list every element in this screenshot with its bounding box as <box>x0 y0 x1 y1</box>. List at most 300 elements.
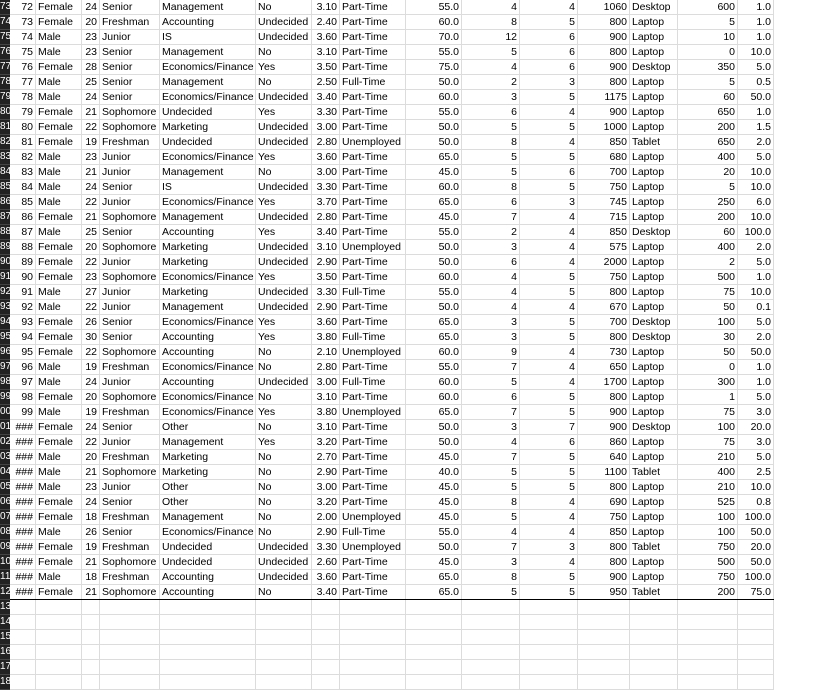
cell[interactable]: Accounting <box>160 585 256 600</box>
cell[interactable]: Part-Time <box>340 315 406 330</box>
cell[interactable] <box>578 645 630 660</box>
cell[interactable] <box>578 600 630 615</box>
cell[interactable]: 65.0 <box>406 150 462 165</box>
cell[interactable]: 22 <box>82 300 100 315</box>
cell[interactable]: 8 <box>462 135 520 150</box>
cell[interactable]: Undecided <box>256 555 312 570</box>
cell[interactable]: Laptop <box>630 285 678 300</box>
row-header[interactable]: 84 <box>0 165 10 180</box>
cell[interactable] <box>630 630 678 645</box>
cell[interactable]: 200 <box>678 120 738 135</box>
cell[interactable]: 65.0 <box>406 315 462 330</box>
cell[interactable]: Part-Time <box>340 165 406 180</box>
cell[interactable]: Junior <box>100 480 160 495</box>
cell[interactable]: Laptop <box>630 75 678 90</box>
row-header[interactable]: 77 <box>0 60 10 75</box>
cell[interactable]: 3.40 <box>312 585 340 600</box>
cell[interactable]: 2.0 <box>738 135 774 150</box>
cell[interactable]: 3 <box>462 555 520 570</box>
cell[interactable]: 10.0 <box>738 180 774 195</box>
cell[interactable]: Laptop <box>630 510 678 525</box>
cell[interactable]: 670 <box>578 300 630 315</box>
cell[interactable]: 2.10 <box>312 345 340 360</box>
cell[interactable]: Male <box>36 45 82 60</box>
cell[interactable]: 81 <box>10 135 36 150</box>
cell[interactable]: 3.0 <box>738 435 774 450</box>
cell[interactable]: 350 <box>678 60 738 75</box>
cell[interactable]: Freshman <box>100 135 160 150</box>
cell[interactable] <box>738 645 774 660</box>
cell[interactable]: 300 <box>678 375 738 390</box>
cell[interactable]: 5 <box>462 465 520 480</box>
cell[interactable]: 575 <box>578 240 630 255</box>
cell[interactable]: 10.0 <box>738 165 774 180</box>
row-header[interactable]: 90 <box>0 255 10 270</box>
cell[interactable]: 60 <box>678 225 738 240</box>
cell[interactable] <box>520 645 578 660</box>
cell[interactable]: 99 <box>10 405 36 420</box>
cell[interactable]: 800 <box>578 75 630 90</box>
cell[interactable] <box>10 645 36 660</box>
cell[interactable]: 95 <box>10 345 36 360</box>
cell[interactable]: 640 <box>578 450 630 465</box>
cell[interactable] <box>100 645 160 660</box>
cell[interactable] <box>520 600 578 615</box>
cell[interactable]: Senior <box>100 90 160 105</box>
cell[interactable]: 75.0 <box>738 585 774 600</box>
cell[interactable]: IS <box>160 180 256 195</box>
cell[interactable] <box>340 600 406 615</box>
cell[interactable]: Sophomore <box>100 465 160 480</box>
cell[interactable]: Economics/Finance <box>160 390 256 405</box>
cell[interactable] <box>100 615 160 630</box>
cell[interactable]: Male <box>36 180 82 195</box>
cell[interactable]: 1.0 <box>738 105 774 120</box>
cell[interactable] <box>406 675 462 690</box>
cell[interactable]: 2.0 <box>738 330 774 345</box>
cell[interactable]: 4 <box>520 210 578 225</box>
cell[interactable]: 3.0 <box>738 405 774 420</box>
row-header[interactable]: 18 <box>0 675 10 690</box>
cell[interactable]: Part-Time <box>340 210 406 225</box>
row-header[interactable]: 97 <box>0 360 10 375</box>
cell[interactable]: 19 <box>82 135 100 150</box>
cell[interactable]: 2 <box>462 225 520 240</box>
cell[interactable]: 3.60 <box>312 30 340 45</box>
cell[interactable]: Part-Time <box>340 495 406 510</box>
cell[interactable]: 5 <box>520 120 578 135</box>
cell[interactable] <box>10 660 36 675</box>
cell[interactable] <box>312 600 340 615</box>
cell[interactable]: 5 <box>520 585 578 600</box>
cell[interactable] <box>10 630 36 645</box>
cell[interactable]: 65.0 <box>406 330 462 345</box>
cell[interactable]: Laptop <box>630 105 678 120</box>
row-header[interactable]: 82 <box>0 135 10 150</box>
cell[interactable] <box>462 645 520 660</box>
row-header[interactable]: 75 <box>0 30 10 45</box>
cell[interactable]: 5 <box>462 165 520 180</box>
cell[interactable] <box>578 660 630 675</box>
cell[interactable]: 100.0 <box>738 570 774 585</box>
cell[interactable]: 19 <box>82 360 100 375</box>
cell[interactable]: 900 <box>578 405 630 420</box>
cell[interactable]: 50.0 <box>406 135 462 150</box>
cell[interactable]: No <box>256 495 312 510</box>
cell[interactable]: 82 <box>10 150 36 165</box>
cell[interactable]: 73 <box>10 15 36 30</box>
cell[interactable]: 75 <box>678 405 738 420</box>
cell[interactable]: Full-Time <box>340 330 406 345</box>
cell[interactable]: 21 <box>82 165 100 180</box>
cell[interactable] <box>256 645 312 660</box>
cell[interactable]: Tablet <box>630 135 678 150</box>
cell[interactable]: Desktop <box>630 0 678 15</box>
cell[interactable]: 400 <box>678 465 738 480</box>
cell[interactable]: 0 <box>678 45 738 60</box>
cell[interactable]: 45.0 <box>406 450 462 465</box>
cell[interactable]: Desktop <box>630 60 678 75</box>
cell[interactable]: 94 <box>10 330 36 345</box>
cell[interactable] <box>36 615 82 630</box>
cell[interactable] <box>340 615 406 630</box>
cell[interactable]: 3 <box>520 540 578 555</box>
cell[interactable]: Undecided <box>256 375 312 390</box>
cell[interactable]: 4 <box>462 435 520 450</box>
cell[interactable]: Laptop <box>630 405 678 420</box>
cell[interactable] <box>160 600 256 615</box>
cell[interactable]: 10.0 <box>738 45 774 60</box>
cell[interactable]: Undecided <box>160 555 256 570</box>
cell[interactable]: 50.0 <box>406 240 462 255</box>
cell[interactable]: 19 <box>82 405 100 420</box>
cell[interactable]: 3.80 <box>312 330 340 345</box>
cell[interactable] <box>10 675 36 690</box>
cell[interactable]: 60.0 <box>406 90 462 105</box>
cell[interactable]: Part-Time <box>340 585 406 600</box>
cell[interactable]: 7 <box>462 540 520 555</box>
cell[interactable]: No <box>256 360 312 375</box>
cell[interactable]: 7 <box>520 420 578 435</box>
cell[interactable]: 3.70 <box>312 195 340 210</box>
cell[interactable]: Laptop <box>630 450 678 465</box>
cell[interactable]: 1000 <box>578 120 630 135</box>
cell[interactable]: Undecided <box>256 285 312 300</box>
cell[interactable] <box>678 600 738 615</box>
row-header[interactable]: 76 <box>0 45 10 60</box>
cell[interactable]: 3 <box>520 195 578 210</box>
cell[interactable]: 2.60 <box>312 555 340 570</box>
cell[interactable]: 79 <box>10 105 36 120</box>
cell[interactable]: Management <box>160 300 256 315</box>
cell[interactable]: 88 <box>10 240 36 255</box>
cell[interactable]: Junior <box>100 435 160 450</box>
cell[interactable]: 2.90 <box>312 465 340 480</box>
cell[interactable]: Laptop <box>630 195 678 210</box>
cell[interactable] <box>160 630 256 645</box>
cell[interactable]: No <box>256 390 312 405</box>
cell[interactable]: Part-Time <box>340 270 406 285</box>
cell[interactable]: 20 <box>82 390 100 405</box>
cell[interactable]: Female <box>36 120 82 135</box>
cell[interactable]: 800 <box>578 330 630 345</box>
cell[interactable]: Marketing <box>160 255 256 270</box>
cell[interactable]: 50.0 <box>738 525 774 540</box>
row-header[interactable]: 14 <box>0 615 10 630</box>
row-header[interactable]: 94 <box>0 315 10 330</box>
cell[interactable]: Undecided <box>256 120 312 135</box>
cell[interactable]: ### <box>10 585 36 600</box>
cell[interactable]: Desktop <box>630 420 678 435</box>
cell[interactable] <box>100 660 160 675</box>
cell[interactable]: Laptop <box>630 150 678 165</box>
cell[interactable]: 200 <box>678 210 738 225</box>
cell[interactable]: ### <box>10 480 36 495</box>
cell[interactable]: 2.40 <box>312 15 340 30</box>
cell[interactable]: ### <box>10 420 36 435</box>
row-header[interactable]: 03 <box>0 450 10 465</box>
cell[interactable]: Freshman <box>100 510 160 525</box>
cell[interactable]: Senior <box>100 420 160 435</box>
cell[interactable] <box>678 660 738 675</box>
cell[interactable]: 750 <box>678 570 738 585</box>
cell[interactable]: 5 <box>520 270 578 285</box>
cell[interactable]: 0.5 <box>738 75 774 90</box>
row-header[interactable]: 96 <box>0 345 10 360</box>
cell[interactable]: 3.10 <box>312 240 340 255</box>
cell[interactable]: 6 <box>462 390 520 405</box>
cell[interactable]: Female <box>36 135 82 150</box>
cell[interactable]: Female <box>36 585 82 600</box>
cell[interactable]: Desktop <box>630 225 678 240</box>
cell[interactable]: Female <box>36 60 82 75</box>
cell[interactable]: Senior <box>100 495 160 510</box>
cell[interactable]: 4 <box>520 240 578 255</box>
cell[interactable]: Part-Time <box>340 570 406 585</box>
cell[interactable]: 5.0 <box>738 315 774 330</box>
cell[interactable]: Economics/Finance <box>160 90 256 105</box>
cell[interactable]: 50.0 <box>406 255 462 270</box>
cell[interactable]: 23 <box>82 30 100 45</box>
cell[interactable]: 40.0 <box>406 465 462 480</box>
cell[interactable]: Full-Time <box>340 75 406 90</box>
cell[interactable]: 850 <box>578 525 630 540</box>
cell[interactable] <box>578 615 630 630</box>
cell[interactable]: Junior <box>100 375 160 390</box>
cell[interactable]: IS <box>160 30 256 45</box>
cell[interactable]: Accounting <box>160 345 256 360</box>
cell[interactable]: 5.0 <box>738 60 774 75</box>
cell[interactable]: Undecided <box>256 135 312 150</box>
cell[interactable]: 1.0 <box>738 0 774 15</box>
cell[interactable]: 23 <box>82 480 100 495</box>
row-header[interactable]: 17 <box>0 660 10 675</box>
cell[interactable]: 8 <box>462 180 520 195</box>
cell[interactable]: No <box>256 75 312 90</box>
cell[interactable]: Unemployed <box>340 510 406 525</box>
cell[interactable]: Accounting <box>160 330 256 345</box>
cell[interactable]: Undecided <box>256 180 312 195</box>
cell[interactable]: Laptop <box>630 165 678 180</box>
cell[interactable] <box>738 675 774 690</box>
cell[interactable]: ### <box>10 465 36 480</box>
cell[interactable]: 45.0 <box>406 510 462 525</box>
cell[interactable]: 3.40 <box>312 90 340 105</box>
cell[interactable]: 3.20 <box>312 435 340 450</box>
cell[interactable]: 50.0 <box>406 420 462 435</box>
cell[interactable]: 250 <box>678 195 738 210</box>
cell[interactable]: 72 <box>10 0 36 15</box>
cell[interactable] <box>340 630 406 645</box>
cell[interactable]: Laptop <box>630 15 678 30</box>
cell[interactable] <box>678 630 738 645</box>
cell[interactable]: Female <box>36 345 82 360</box>
cell[interactable]: 750 <box>678 540 738 555</box>
cell[interactable]: 50.0 <box>738 555 774 570</box>
cell[interactable]: Female <box>36 330 82 345</box>
cell[interactable]: Yes <box>256 405 312 420</box>
cell[interactable]: 1.0 <box>738 270 774 285</box>
cell[interactable]: 5 <box>520 15 578 30</box>
cell[interactable]: Marketing <box>160 120 256 135</box>
cell[interactable]: 20 <box>82 15 100 30</box>
cell[interactable]: 76 <box>10 60 36 75</box>
cell[interactable]: 70.0 <box>406 30 462 45</box>
cell[interactable] <box>406 600 462 615</box>
row-header[interactable]: 73 <box>0 0 10 15</box>
cell[interactable]: 50.0 <box>406 300 462 315</box>
cell[interactable]: Marketing <box>160 465 256 480</box>
cell[interactable]: 1.0 <box>738 30 774 45</box>
cell[interactable]: 30 <box>678 330 738 345</box>
cell[interactable]: Accounting <box>160 570 256 585</box>
cell[interactable]: 730 <box>578 345 630 360</box>
cell[interactable]: 750 <box>578 270 630 285</box>
cell[interactable] <box>462 630 520 645</box>
cell[interactable] <box>100 600 160 615</box>
cell[interactable]: Senior <box>100 75 160 90</box>
cell[interactable]: 860 <box>578 435 630 450</box>
cell[interactable]: 91 <box>10 285 36 300</box>
cell[interactable]: 3.50 <box>312 270 340 285</box>
row-header[interactable]: 83 <box>0 150 10 165</box>
cell[interactable]: 800 <box>578 480 630 495</box>
cell[interactable]: Part-Time <box>340 120 406 135</box>
cell[interactable]: Accounting <box>160 225 256 240</box>
cell[interactable]: 26 <box>82 315 100 330</box>
cell[interactable]: Unemployed <box>340 405 406 420</box>
cell[interactable]: Male <box>36 285 82 300</box>
cell[interactable] <box>630 600 678 615</box>
cell[interactable]: 24 <box>82 0 100 15</box>
cell[interactable]: 45.0 <box>406 210 462 225</box>
cell[interactable]: Economics/Finance <box>160 195 256 210</box>
cell[interactable]: 5 <box>520 285 578 300</box>
cell[interactable]: 1 <box>678 390 738 405</box>
cell[interactable]: Female <box>36 510 82 525</box>
cell[interactable]: Freshman <box>100 15 160 30</box>
cell[interactable]: No <box>256 0 312 15</box>
cell[interactable]: Yes <box>256 105 312 120</box>
cell[interactable]: 60.0 <box>406 375 462 390</box>
cell[interactable] <box>36 600 82 615</box>
cell[interactable]: Laptop <box>630 435 678 450</box>
cell[interactable]: 45.0 <box>406 165 462 180</box>
cell[interactable]: Undecided <box>256 540 312 555</box>
cell[interactable]: Part-Time <box>340 180 406 195</box>
cell[interactable]: 10.0 <box>738 210 774 225</box>
cell[interactable]: No <box>256 420 312 435</box>
cell[interactable]: 3 <box>462 330 520 345</box>
cell[interactable]: ### <box>10 510 36 525</box>
cell[interactable]: 100 <box>678 510 738 525</box>
cell[interactable] <box>578 675 630 690</box>
cell[interactable]: Male <box>36 300 82 315</box>
cell[interactable]: 77 <box>10 75 36 90</box>
cell[interactable]: 30 <box>82 330 100 345</box>
cell[interactable]: 5.0 <box>738 450 774 465</box>
row-header[interactable]: 16 <box>0 645 10 660</box>
cell[interactable]: 800 <box>578 45 630 60</box>
cell[interactable]: Undecided <box>256 15 312 30</box>
cell[interactable]: Unemployed <box>340 240 406 255</box>
cell[interactable]: Yes <box>256 330 312 345</box>
cell[interactable]: Female <box>36 540 82 555</box>
cell[interactable]: Economics/Finance <box>160 405 256 420</box>
cell[interactable] <box>82 600 100 615</box>
cell[interactable]: 2.50 <box>312 75 340 90</box>
cell[interactable]: Freshman <box>100 405 160 420</box>
cell[interactable]: 60 <box>678 90 738 105</box>
cell[interactable]: 65.0 <box>406 570 462 585</box>
row-header[interactable]: 89 <box>0 240 10 255</box>
cell[interactable]: Economics/Finance <box>160 360 256 375</box>
cell[interactable]: 50.0 <box>406 435 462 450</box>
cell[interactable] <box>312 660 340 675</box>
cell[interactable]: 89 <box>10 255 36 270</box>
cell[interactable]: 55.0 <box>406 525 462 540</box>
row-header[interactable]: 81 <box>0 120 10 135</box>
cell[interactable]: 65.0 <box>406 585 462 600</box>
row-header[interactable]: 06 <box>0 495 10 510</box>
cell[interactable]: Sophomore <box>100 240 160 255</box>
cell[interactable]: No <box>256 585 312 600</box>
cell[interactable] <box>100 675 160 690</box>
cell[interactable]: 1.5 <box>738 120 774 135</box>
cell[interactable]: Senior <box>100 0 160 15</box>
cell[interactable]: 5 <box>462 480 520 495</box>
cell[interactable]: 7 <box>462 360 520 375</box>
cell[interactable]: 21 <box>82 555 100 570</box>
cell[interactable] <box>312 630 340 645</box>
cell[interactable]: Senior <box>100 525 160 540</box>
cell[interactable]: 28 <box>82 60 100 75</box>
cell[interactable]: 75.0 <box>406 60 462 75</box>
row-header[interactable]: 10 <box>0 555 10 570</box>
row-header[interactable]: 79 <box>0 90 10 105</box>
cell[interactable]: 3.10 <box>312 420 340 435</box>
cell[interactable]: Management <box>160 210 256 225</box>
cell[interactable]: Female <box>36 240 82 255</box>
cell[interactable]: Laptop <box>630 555 678 570</box>
cell[interactable]: 5 <box>462 45 520 60</box>
cell[interactable]: 27 <box>82 285 100 300</box>
cell[interactable]: 60.0 <box>406 180 462 195</box>
row-header[interactable]: 12 <box>0 585 10 600</box>
cell[interactable]: 20 <box>82 450 100 465</box>
cell[interactable]: Part-Time <box>340 390 406 405</box>
cell[interactable]: 750 <box>578 510 630 525</box>
